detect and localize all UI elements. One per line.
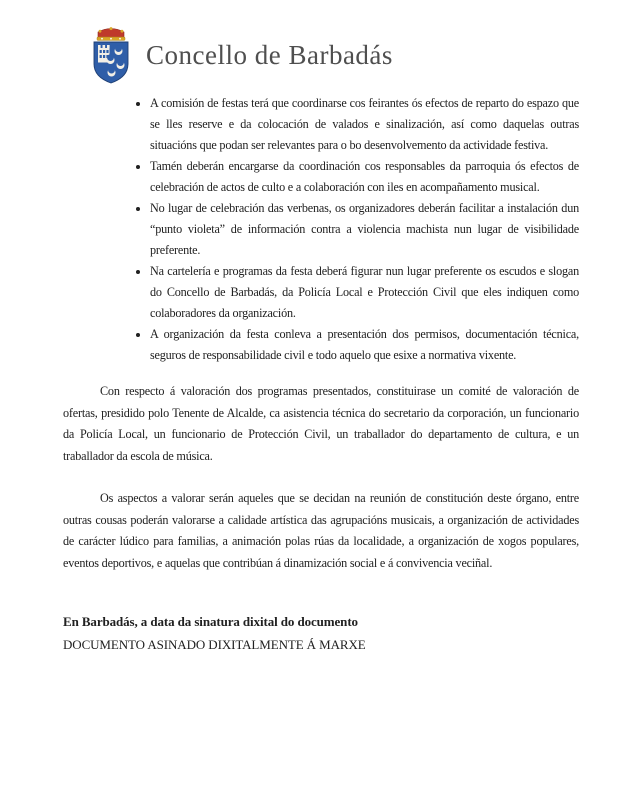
list-item: • Tamén deberán encargarse da coordinación cos responsables da parroquia ós efectos de celebración de actos de culto e a colaboración con iles en acompañamento musical. — [150, 156, 579, 198]
page-title: Concello de Barbadás — [146, 39, 393, 70]
list-item: • A organización da festa conleva a presentación dos permisos, documentación técnica, seguros de responsabilidade civil e todo aquelo que esixe a normativa vixente. — [150, 324, 579, 366]
list-item: • A comisión de festas terá que coordinarse cos feirantes ós efectos de reparto do espazo que se lles reserve e da colocación de valados e sinalización, así como daquelas outras situacións que podan ser relevantes para o bo desenvolvemento da actividade festiva. — [150, 93, 579, 156]
list-item: • Na cartelería e programas da festa deberá figurar nun lugar preferente os escudos e slogan do Concello de Barbadás, da Policía Local e Protección Civil que eles indiquen como colaboradores da organización. — [150, 261, 579, 324]
list-item: • No lugar de celebración das verbenas, os organizadores deberán facilitar a instalación dun “punto violeta” de información contra a violencia machista nun lugar de visibilidade preferente. — [150, 198, 579, 261]
bullet-list — [63, 93, 579, 366]
signature-block — [63, 610, 579, 656]
barbadas-coat-of-arms-icon — [88, 26, 134, 84]
document-body — [63, 93, 579, 656]
signature-digital-line: DOCUMENTO ASINADO DIXITALMENTE Á MARXE — [63, 637, 366, 652]
paragraph-aspectos-valorar: Os aspectos a valorar serán aqueles que se decidan na reunión de constitución deste órgano, entre outras cousas poderán valorarse a calidade artística das agrupacións musicais, a organización de actividades de carácter lúdico para familias, a animación polas rúas da localidade, a organización de xogos populares, eventos deportivos, e aquelas que contribúan á dinamización social e á convivencia veciñal. — [63, 491, 579, 570]
signature-place-line: En Barbadás, a data da sinatura dixital do documento — [63, 614, 358, 629]
document-header — [88, 26, 393, 84]
paragraph-valoracion-comite: Con respecto á valoración dos programas presentados, constituirase un comité de valoración de ofertas, presidido polo Tenente de Alcalde, ca asistencia técnica do secretario da corporación, un funcionario da Policía Local, un funcionario de Protección Civil, un traballador do departamento de cultura, e un traballador da escola de música. — [63, 384, 579, 463]
